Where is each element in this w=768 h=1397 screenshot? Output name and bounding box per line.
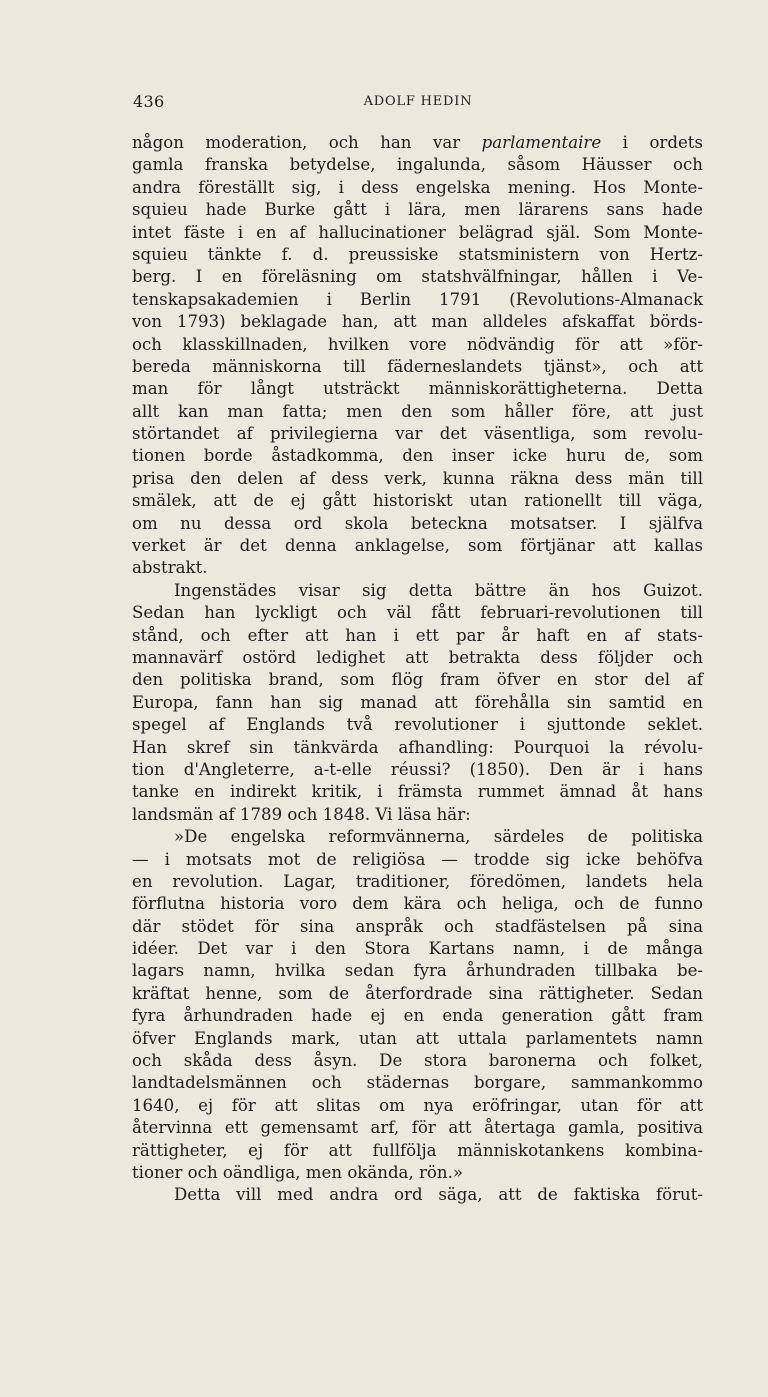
text-line: gamla franska betydelse, ingalunda, såsom Häusser och [132, 155, 703, 175]
text-line: och skåda dess åsyn. De stora baronerna och folket, [132, 1051, 703, 1071]
text-line: landsmän af 1789 och 1848. Vi läsa här: [132, 804, 471, 824]
text-line: — i motsats mot de religiösa — trodde sig icke behöfva [132, 849, 703, 869]
text-line: spegel af Englands två revolutioner i sjuttonde seklet. [132, 715, 703, 735]
text-line [132, 132, 703, 154]
text-line: bereda människorna till fäderneslandets tjänst», och att [132, 356, 703, 376]
text-line: intet fäste i en af hallucinationer belägrad själ. Som Monte- [132, 222, 703, 242]
text-line: fyra århundraden hade ej en enda generation gått fram [132, 1006, 703, 1026]
text-line: squieu tänkte f. d. preussiske statsministern von Hertz- [132, 244, 703, 264]
text-line: allt kan man fatta; men den som håller före, att just [132, 401, 703, 421]
running-head: ADOLF HEDIN [363, 94, 473, 109]
text-line: von 1793) beklagade han, att man alldeles afskaffat börds- [132, 312, 703, 332]
text-line: tion d'Angleterre, a-t-elle réussi? (1850). Den är i hans [132, 759, 703, 779]
text-line: och klasskillnaden, hvilken vore nödvändig för att »för- [132, 334, 703, 354]
text-line: andra föreställt sig, i dess engelska mening. Hos Monte- [132, 177, 703, 197]
text-line: förflutna historia voro dem kära och heliga, och de funno [132, 894, 703, 914]
text-line: om nu dessa ord skola beteckna motsatser. I själfva [132, 513, 703, 533]
text-line: kräftat henne, som de återfordrade sina rättigheter. Sedan [132, 983, 703, 1003]
body-text [132, 132, 703, 1207]
text-line: verket är det denna anklagelse, som förtjänar att kallas [132, 536, 703, 556]
text-line: squieu hade Burke gått i lära, men lärarens sans hade [132, 200, 703, 220]
text-line: Sedan han lyckligt och väl fått februari-revolutionen till [132, 603, 703, 623]
text-line: smälek, att de ej gått historiskt utan rationellt till väga, [132, 491, 703, 511]
text-line: tioner och oändliga, men okända, rön.» [132, 1162, 464, 1182]
text-line: lagars namn, hvilka sedan fyra århundraden tillbaka be- [132, 961, 703, 981]
text-line: berg. I en föreläsning om statshvälfningar, hållen i Ve- [132, 267, 703, 287]
text-line: den politiska brand, som flög fram öfver en stor del af [132, 670, 703, 690]
text-line: abstrakt. [132, 558, 208, 578]
text-run: någon moderation, och han var [132, 133, 482, 152]
text-line: Ingenstädes visar sig detta bättre än hos Guizot. [174, 580, 703, 600]
text-line: tenskapsakademien i Berlin 1791 (Revolutions-Almanack [132, 289, 703, 309]
text-line: 1640, ej för att slitas om nya eröfringar, utan för att [132, 1095, 703, 1115]
text-line: idéer. Det var i den Stora Kartans namn, i de många [132, 939, 703, 959]
text-line: återvinna ett gemensamt arf, för att återtaga gamla, positiva [132, 1118, 703, 1138]
page-header [133, 92, 703, 116]
text-line: rättigheter, ej för att fullfölja människotankens kombina- [132, 1140, 703, 1160]
text-run: i ordets [601, 133, 703, 152]
page-number: 436 [133, 92, 165, 111]
text-line: störtandet af privilegierna var det väsentliga, som revolu- [132, 424, 703, 444]
text-line: tionen borde åstadkomma, den inser icke huru de, som [132, 446, 703, 466]
text-line: där stödet för sina anspråk och stadfästelsen på sina [132, 916, 703, 936]
text-line: mannavärf ostörd ledighet att betrakta dess följder och [132, 647, 703, 667]
text-line: man för långt utsträckt människorättigheterna. Detta [132, 379, 703, 399]
italic-term: parlamentaire [481, 133, 602, 152]
text-line: Europa, fann han sig manad att förehålla sin samtid en [132, 692, 703, 712]
text-line: tanke en indirekt kritik, i främsta rummet ämnad åt hans [132, 782, 703, 802]
text-line: landtadelsmännen och städernas borgare, sammankommo [132, 1073, 703, 1093]
text-line: prisa den delen af dess verk, kunna räkna dess män till [132, 468, 703, 488]
text-line: öfver Englands mark, utan att uttala parlamentets namn [132, 1028, 703, 1048]
text-line: stånd, och efter att han i ett par år haft en af stats- [132, 625, 703, 645]
text-line: »De engelska reformvännerna, särdeles de politiska [174, 827, 703, 847]
text-line: Detta vill med andra ord säga, att de faktiska förut- [174, 1185, 703, 1205]
text-line: en revolution. Lagar, traditioner, föredömen, landets hela [132, 871, 703, 891]
text-line: Han skref sin tänkvärda afhandling: Pourquoi la révolu- [132, 737, 703, 757]
